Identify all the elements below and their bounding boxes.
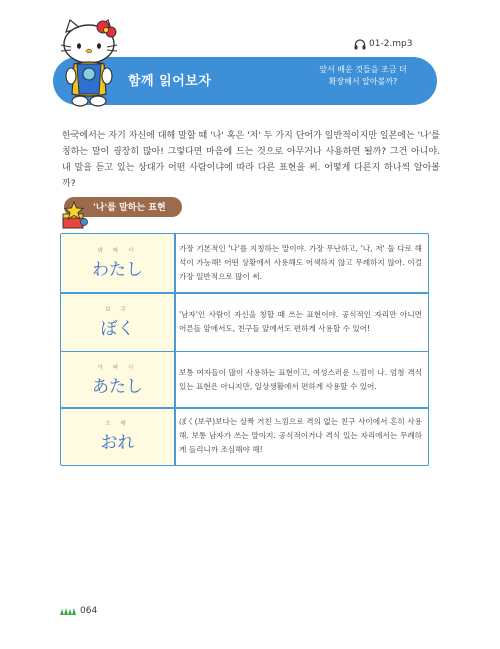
audio-track[interactable] <box>354 38 413 50</box>
page-number: 064 <box>80 606 98 616</box>
table-row <box>61 409 427 465</box>
kana-word: わたし <box>92 260 143 280</box>
furigana: 와 따 시 <box>97 248 138 254</box>
furigana: 보 쿠 <box>105 307 130 313</box>
description-text: 보통 여자들이 많이 사용하는 표현이고, 여성스러운 느낌이 나. 엄청 격식 있는 표현은 아니지만, 일상생활에서 편하게 사용할 수 있어. <box>179 367 422 391</box>
description-text: ぼく(보쿠)보다는 살짝 거친 느낌으로 격의 없는 친구 사이에서 흔히 사용해. 보통 남자가 쓰는 말이지. 공식적이거나 격식 있는 자리에서는 무례하게 들리니까 조심해야 해! <box>179 417 422 455</box>
intro-paragraph: 한국에서는 자기 자신에 대해 말할 때 '나' 혹은 '저' 두 가지 단어가 일반적이지만 일본에는 '나'를 칭하는 말이 굉장히 많아! 그렇다면 마음에 드는 것으로 아무거나 사용하면 될까? 그건 아니야. 내 말을 듣고 있는 상대가 어떤 사람이냐에 따라 다른 표현을 써. 어떻게 다른지 하나씩 알아볼까? <box>62 131 440 189</box>
furigana: 아 따 시 <box>97 364 138 371</box>
kana-cell <box>61 409 174 465</box>
grass-icon <box>60 607 76 615</box>
toy-box-icon <box>60 200 90 230</box>
kana-word: おれ <box>100 433 135 454</box>
kana-cell <box>61 234 174 292</box>
kana-word: ぼく <box>100 319 135 339</box>
table-row <box>61 352 427 407</box>
description-text: '남자'인 사람이 자신을 칭할 때 쓰는 표현이야. 공식적인 자리만 아니면 어른들 앞에서도, 친구들 앞에서도 편하게 사용할 수 있어! <box>179 310 422 333</box>
kitty-mascot-illustration <box>58 18 120 110</box>
furigana: 오 레 <box>105 421 130 428</box>
page-footer <box>60 606 97 616</box>
kana-cell <box>61 352 174 407</box>
kana-cell <box>61 294 174 351</box>
banner-subtitle <box>308 64 418 88</box>
section-label: '나'를 말하는 표현 <box>93 203 166 213</box>
audio-track-label: 01-2.mp3 <box>369 39 413 49</box>
headphones-icon <box>354 39 366 50</box>
description-cell <box>179 294 422 351</box>
description-cell <box>179 409 422 465</box>
description-cell <box>179 234 422 292</box>
banner-title: 함께 읽어보자 <box>128 74 212 89</box>
banner-subtitle-line-1: 앞서 배운 것들을 조금 더 <box>319 65 407 74</box>
banner-subtitle-line-2: 확장해서 알아볼까? <box>328 77 398 86</box>
table-row <box>61 234 427 292</box>
expression-table <box>60 233 429 466</box>
description-cell <box>179 352 422 407</box>
table-row <box>61 294 427 351</box>
kana-word: あたし <box>92 376 143 397</box>
description-text: 가장 기본적인 '나'를 지칭하는 말이야. 가장 무난하고, '나, 저' 둘 다로 해석이 가능해! 어떤 상황에서 사용해도 어색하지 않고 무례하지 않아. 이걸 가장 일반적으로 많이 써. <box>179 244 422 281</box>
